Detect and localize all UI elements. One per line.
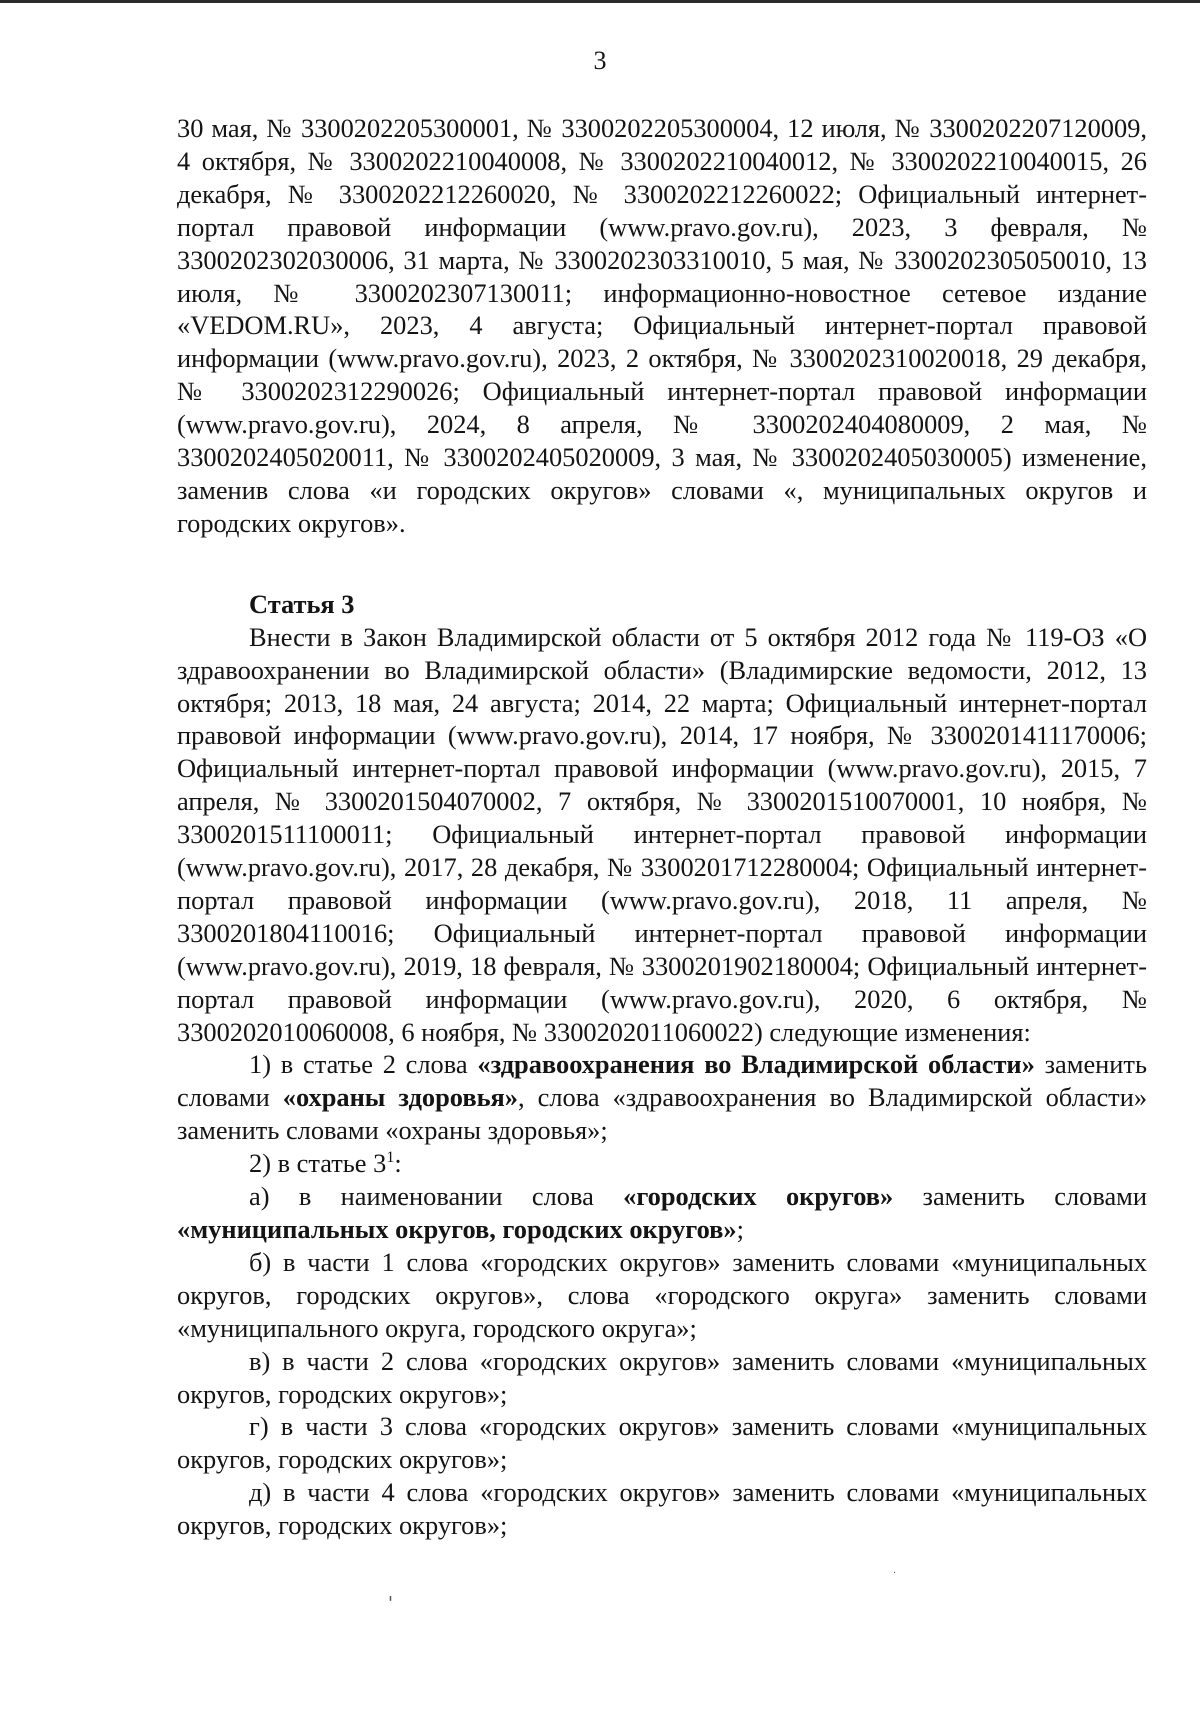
subitem-a-text-c: заменить словами bbox=[893, 1181, 1147, 1212]
item-2-suffix: : bbox=[394, 1148, 402, 1179]
item-1-text-a: 1) в статье 2 слова bbox=[249, 1049, 478, 1080]
page-number: 3 bbox=[593, 46, 607, 75]
amendment-subitem-a bbox=[177, 1180, 1147, 1246]
article-heading: Статья 3 bbox=[249, 588, 355, 619]
amendment-subitem-b: б) в части 1 слова «городских округов» заменить словами «муниципальных округов, городских округов», слова «городского округа» заменить словами «муниципального округа, городского округа»; bbox=[177, 1246, 1147, 1343]
amendment-subitem-g: г) в части 3 слова «городских округов» заменить словами «муниципальных округов, городских округов»; bbox=[177, 1411, 1147, 1475]
subitem-a-text-e: ; bbox=[736, 1214, 744, 1244]
item-1-text-c: заменить словами bbox=[177, 1049, 1147, 1113]
item-1-bold-phrase-2: «охраны здоровья» bbox=[282, 1082, 519, 1113]
scan-top-edge bbox=[0, 0, 1200, 3]
amendment-item-2 bbox=[177, 1147, 1147, 1180]
item-2-prefix: 2) в статье 3 bbox=[249, 1148, 387, 1179]
document-body bbox=[177, 112, 1147, 1542]
subitem-a-bold-phrase-2: «муниципальных округов, городских округов» bbox=[177, 1214, 737, 1244]
amendment-subitem-v: в) в части 2 слова «городских округов» заменить словами «муниципальных округов, городских округов»; bbox=[177, 1345, 1147, 1409]
article-intro-paragraph: Внести в Закон Владимирской области от 5 октября 2012 года № 119-ОЗ «О здравоохранении во Владимирской области» (Владимирские ведомости, 2012, 13 октября; 2013, 18 мая, 24 августа; 2014, 22 марта; Официальный интернет-портал правовой информации (www.pravo.gov.ru), 2014, 17 ноября, № 3300201411170006; Официальный интернет-портал правовой информации (www.pravo.gov.ru), 2015, 7 апреля, № 3300201504070002, 7 октября, № 3300201510070001, 10 ноября, № 3300201511100011; Официальный интернет-портал правовой информации (www.pravo.gov.ru), 2017, 28 декабря, № 3300201712280004; Официальный интернет-портал правовой информации (www.pravo.gov.ru), 2018, 11 апреля, № 3300201804110016; Официальный интернет-портал правовой информации (www.pravo.gov.ru), 2019, 18 февраля, № 3300201902180004; Официальный интернет-портал правовой информации (www.pravo.gov.ru), 2020, 6 октября, № 3300202010060008, 6 ноября, № 3300202011060022) следующие изменения: bbox=[177, 621, 1147, 1047]
amendment-item-1 bbox=[177, 1048, 1147, 1147]
scan-speck: · bbox=[893, 1568, 897, 1579]
continuation-paragraph: 30 мая, № 3300202205300001, № 3300202205300004, 12 июля, № 3300202207120009, 4 октября, № 3300202210040008, № 3300202210040012, № 3300202210040015, 26 декабря, № 3300202212260020, № 3300202212260022; Официальный интернет-портал правовой информации (www.pravo.gov.ru), 2023, 3 февраля, № 3300202302030006, 31 марта, № 3300202303310010, 5 мая, № 3300202305050010, 13 июля, № 3300202307130011; информационно-новостное сетевое издание «VEDOM.RU», 2023, 4 августа; Официальный интернет-портал правовой информации (www.pravo.gov.ru), 2023, 2 октября, № 3300202310020018, 29 декабря, № 3300202312290026; Официальный интернет-портал правовой информации (www.pravo.gov.ru), 2024, 8 апреля, № 3300202404080009, 2 мая, № 3300202405020011, № 3300202405020009, 3 мая, № 3300202405030005) изменение, заменив слова «и городских округов» словами «, муниципальных округов и городских округов». bbox=[177, 113, 1147, 538]
scan-speck: ' bbox=[388, 1593, 393, 1614]
amendment-subitem-d: д) в части 4 слова «городских округов» заменить словами «муниципальных округов, городских округов»; bbox=[177, 1477, 1147, 1541]
item-2-superscript: 1 bbox=[386, 1149, 395, 1167]
subitem-a-bold-phrase-1: «городских округов» bbox=[623, 1181, 894, 1212]
item-1-bold-phrase-1: «здравоохранения во Владимирской области» bbox=[477, 1049, 1035, 1080]
item-1-text-e: , слова «здравоохранения во Владимирской области» заменить словами «охраны здоровья»; bbox=[177, 1082, 1148, 1146]
subitem-a-text-a: а) в наименовании слова bbox=[249, 1181, 624, 1212]
